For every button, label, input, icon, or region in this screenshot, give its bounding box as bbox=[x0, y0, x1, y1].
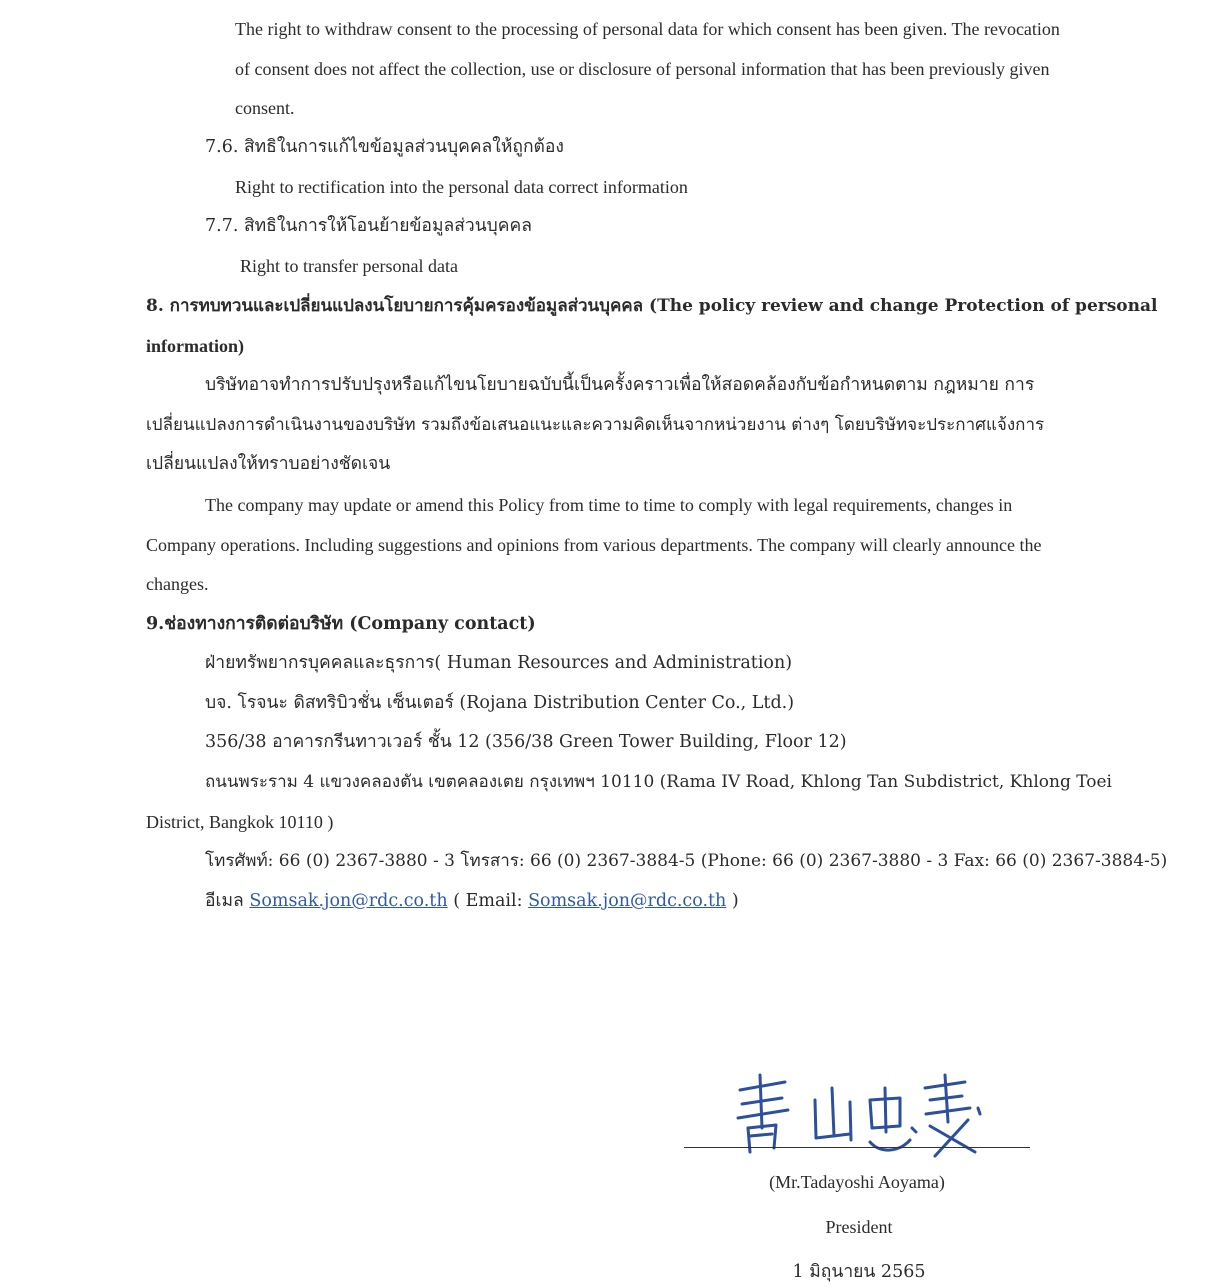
email-link-english[interactable]: Somsak.jon@rdc.co.th bbox=[528, 891, 727, 911]
email-label-english: ( Email: bbox=[453, 891, 523, 911]
section-8-english-line-3: changes. bbox=[146, 574, 209, 594]
email-label-thai: อีเมล bbox=[205, 891, 244, 911]
signatory-name: (Mr.Tadayoshi Aoyama) bbox=[769, 1172, 945, 1192]
item-7-6-thai: 7.6. สิทธิในการแก้ไขข้อมูลส่วนบุคคลให้ถูกต้อง bbox=[205, 137, 564, 157]
contact-phone-fax: โทรศัพท์: 66 (0) 2367-3880 - 3 โทรสาร: 66 (0) 2367-3884-5 (Phone: 66 (0) 2367-3880 - 3 Fax: 66 (0) 2367-3884-5) bbox=[205, 851, 1168, 871]
withdraw-consent-line-3: consent. bbox=[235, 98, 295, 118]
contact-department: ฝ่ายทรัพยากรบุคคลและธุรการ( Human Resources and Administration) bbox=[205, 653, 793, 673]
contact-company: บจ. โรจนะ ดิสทริบิวชั่น เซ็นเตอร์ (Rojana Distribution Center Co., Ltd.) bbox=[205, 693, 795, 713]
contact-address-1: 356/38 อาคารกรีนทาวเวอร์ ชั้น 12 (356/38 Green Tower Building, Floor 12) bbox=[205, 732, 847, 752]
section-8-thai-line-3: เปลี่ยนแปลงให้ทราบอย่างชัดเจน bbox=[146, 454, 391, 474]
section-8-heading-line-1: 8. การทบทวนและเปลี่ยนแปลงนโยบายการคุ้มครองข้อมูลส่วนบุคคล (The policy review and change Protection of personal bbox=[146, 296, 1158, 316]
contact-email-line bbox=[205, 890, 739, 912]
item-7-7-thai: 7.7. สิทธิในการให้โอนย้ายข้อมูลส่วนบุคคล bbox=[205, 216, 532, 236]
section-9-heading: 9.ช่องทางการติดต่อบริษัท (Company contact) bbox=[146, 614, 536, 634]
section-8-thai-line-1: บริษัทอาจทำการปรับปรุงหรือแก้ไขนโยบายฉบับนี้เป็นครั้งคราวเพื่อให้สอดคล้องกับข้อกำหนดตาม กฎหมาย การ bbox=[205, 375, 1035, 395]
section-8-thai-line-2: เปลี่ยนแปลงการดำเนินงานของบริษัท รวมถึงข้อเสนอแนะและความคิดเห็นจากหน่วยงาน ต่างๆ โดยบริษัทจะประกาศแจ้งการ bbox=[146, 415, 1045, 435]
contact-address-2: ถนนพระราม 4 แขวงคลองตัน เขตคลองเตย กรุงเทพฯ 10110 (Rama IV Road, Khlong Tan Subdistrict, Khlong Toei bbox=[205, 772, 1112, 792]
section-8-heading-line-2: information) bbox=[146, 336, 244, 356]
contact-address-3: District, Bangkok 10110 ) bbox=[146, 812, 334, 832]
section-8-english-line-1: The company may update or amend this Policy from time to time to comply with legal requirements, changes in bbox=[205, 495, 1013, 515]
signature-date: 1 มิถุนายน 2565 bbox=[792, 1262, 926, 1282]
section-8-english-line-2: Company operations. Including suggestions and opinions from various departments. The company will clearly announce the bbox=[146, 535, 1042, 555]
item-7-7-english: Right to transfer personal data bbox=[240, 256, 458, 276]
email-close-paren: ) bbox=[731, 891, 739, 911]
withdraw-consent-line-2: of consent does not affect the collection, use or disclosure of personal information that has been previously given bbox=[235, 59, 1050, 79]
withdraw-consent-line-1: The right to withdraw consent to the processing of personal data for which consent has been given. The revocation bbox=[235, 19, 1060, 39]
signature-line bbox=[684, 1147, 1030, 1148]
email-link-thai[interactable]: Somsak.jon@rdc.co.th bbox=[249, 891, 448, 911]
item-7-6-english: Right to rectification into the personal data correct information bbox=[235, 177, 688, 197]
signatory-title: President bbox=[825, 1217, 893, 1237]
